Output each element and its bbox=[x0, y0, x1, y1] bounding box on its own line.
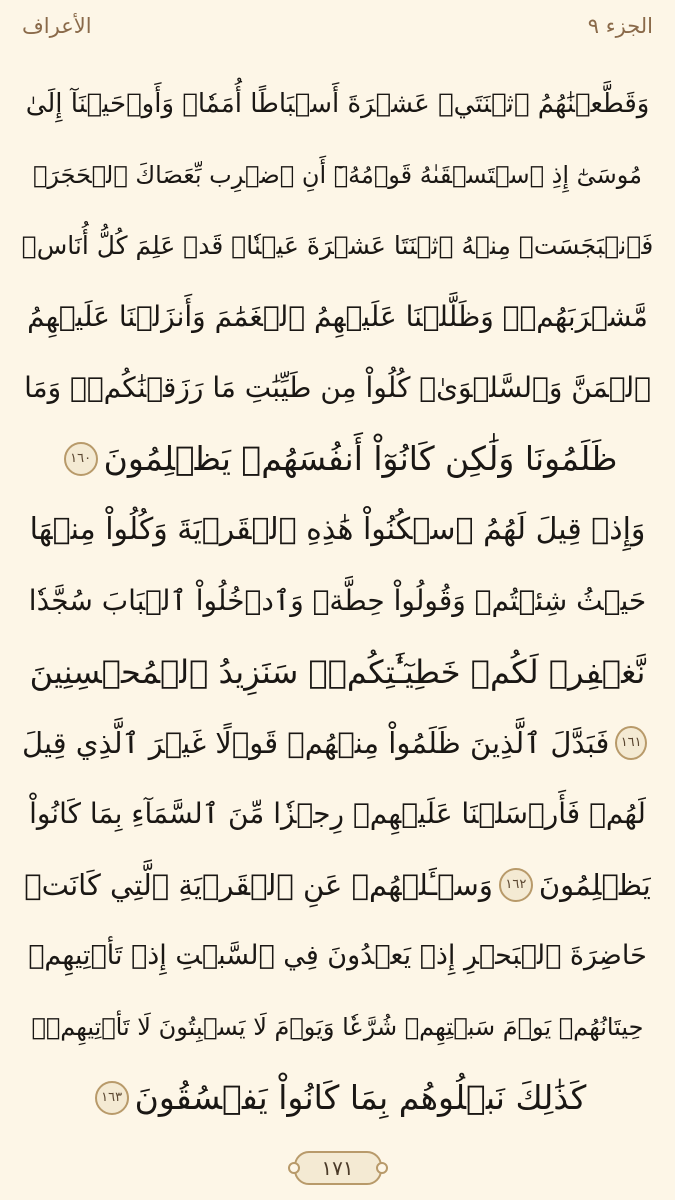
ayah-marker: ١٦٢ bbox=[499, 868, 533, 902]
ayah-marker: ١٦٠ bbox=[64, 442, 98, 476]
quran-page-text bbox=[22, 68, 653, 1138]
text-line bbox=[22, 778, 653, 849]
text-line bbox=[22, 707, 653, 778]
line-text: لَهُمۡ فَأَرۡسَلۡنَا عَلَيۡهِمۡ رِجۡزٗا مِّنَ ٱلسَّمَآءِ بِمَا كَانُواْ bbox=[29, 797, 646, 830]
page-number-frame bbox=[294, 1151, 382, 1185]
line-text: وَإِذۡ قِيلَ لَهُمُ ٱسۡكُنُواْ هَٰذِهِ ٱلۡقَرۡيَةَ وَكُلُواْ مِنۡهَا bbox=[29, 512, 646, 547]
line-text: يَظۡلِمُونَ bbox=[538, 867, 651, 902]
text-line bbox=[22, 352, 653, 423]
line-text: مُوسَىٰٓ إِذِ ٱسۡتَسۡقَىٰهُ قَوۡمُهُۥٓ أَنِ ٱضۡرِب بِّعَصَاكَ ٱلۡحَجَرَۖ bbox=[33, 160, 642, 189]
page-header bbox=[0, 0, 675, 70]
page-number: ١٧١ bbox=[321, 1156, 354, 1180]
text-line bbox=[22, 68, 653, 139]
line-text: كَذَٰلِكَ نَبۡلُوهُم بِمَا كَانُواْ يَفۡسُقُونَ bbox=[134, 1078, 587, 1117]
surah-name: الأعراف bbox=[22, 14, 92, 38]
text-line bbox=[22, 210, 653, 281]
text-line bbox=[22, 565, 653, 636]
page-footer bbox=[0, 1148, 675, 1188]
text-line bbox=[22, 281, 653, 352]
text-line bbox=[22, 494, 653, 565]
line-text: حَاضِرَةَ ٱلۡبَحۡرِ إِذۡ يَعۡدُونَ فِي ٱلسَّبۡتِ إِذۡ تَأۡتِيهِمۡ bbox=[28, 940, 647, 971]
line-text: حَيۡثُ شِئۡتُمۡ وَقُولُواْ حِطَّةٞ وَٱدۡخُلُواْ ٱلۡبَابَ سُجَّدٗا bbox=[28, 584, 647, 617]
line-text: ظَلَمُونَا وَلَٰكِن كَانُوٓاْ أَنفُسَهُمۡ يَظۡلِمُونَ bbox=[103, 439, 618, 478]
text-line bbox=[22, 991, 653, 1062]
line-text: نَّغۡفِرۡ لَكُمۡ خَطِيٓـَٰٔتِكُمۡۚ سَنَزِيدُ ٱلۡمُحۡسِنِينَ bbox=[29, 652, 646, 691]
line-text: مَّشۡرَبَهُمۡۚ وَظَلَّلۡنَا عَلَيۡهِمُ ٱلۡغَمَٰمَ وَأَنزَلۡنَا عَلَيۡهِمُ bbox=[27, 300, 648, 333]
text-line bbox=[22, 849, 653, 920]
juz-label: الجزء ٩ bbox=[587, 14, 653, 38]
ayah-marker: ١٦١ bbox=[615, 726, 647, 760]
text-line bbox=[22, 139, 653, 210]
ayah-marker: ١٦٣ bbox=[95, 1081, 129, 1115]
line-text: حِيتَانُهُمۡ يَوۡمَ سَبۡتِهِمۡ شُرَّعٗا وَيَوۡمَ لَا يَسۡبِتُونَ لَا تَأۡتِيهِمۡۚ bbox=[31, 1012, 644, 1041]
text-line bbox=[22, 1062, 653, 1133]
text-line bbox=[22, 423, 653, 494]
line-text: ٱلۡمَنَّ وَٱلسَّلۡوَىٰۖ كُلُواْ مِن طَيِّبَٰتِ مَا رَزَقۡنَٰكُمۡۚ وَمَا bbox=[24, 371, 651, 404]
line-text: وَقَطَّعۡنَٰهُمُ ٱثۡنَتَيۡ عَشۡرَةَ أَسۡبَاطًا أُمَمٗاۚ وَأَوۡحَيۡنَآ إِلَىٰ bbox=[25, 88, 650, 119]
text-line bbox=[22, 636, 653, 707]
line-text-tail: وَسۡـَٔلۡهُمۡ عَنِ ٱلۡقَرۡيَةِ ٱلَّتِي كَانَتۡ bbox=[24, 867, 493, 902]
text-line bbox=[22, 920, 653, 991]
line-text: فَٱنۢبَجَسَتۡ مِنۡهُ ٱثۡنَتَا عَشۡرَةَ عَيۡنٗاۖ قَدۡ عَلِمَ كُلُّ أُنَاسٖ bbox=[21, 231, 654, 260]
line-text: فَبَدَّلَ ٱلَّذِينَ ظَلَمُواْ مِنۡهُمۡ قَوۡلًا غَيۡرَ ٱلَّذِي قِيلَ bbox=[22, 725, 610, 760]
